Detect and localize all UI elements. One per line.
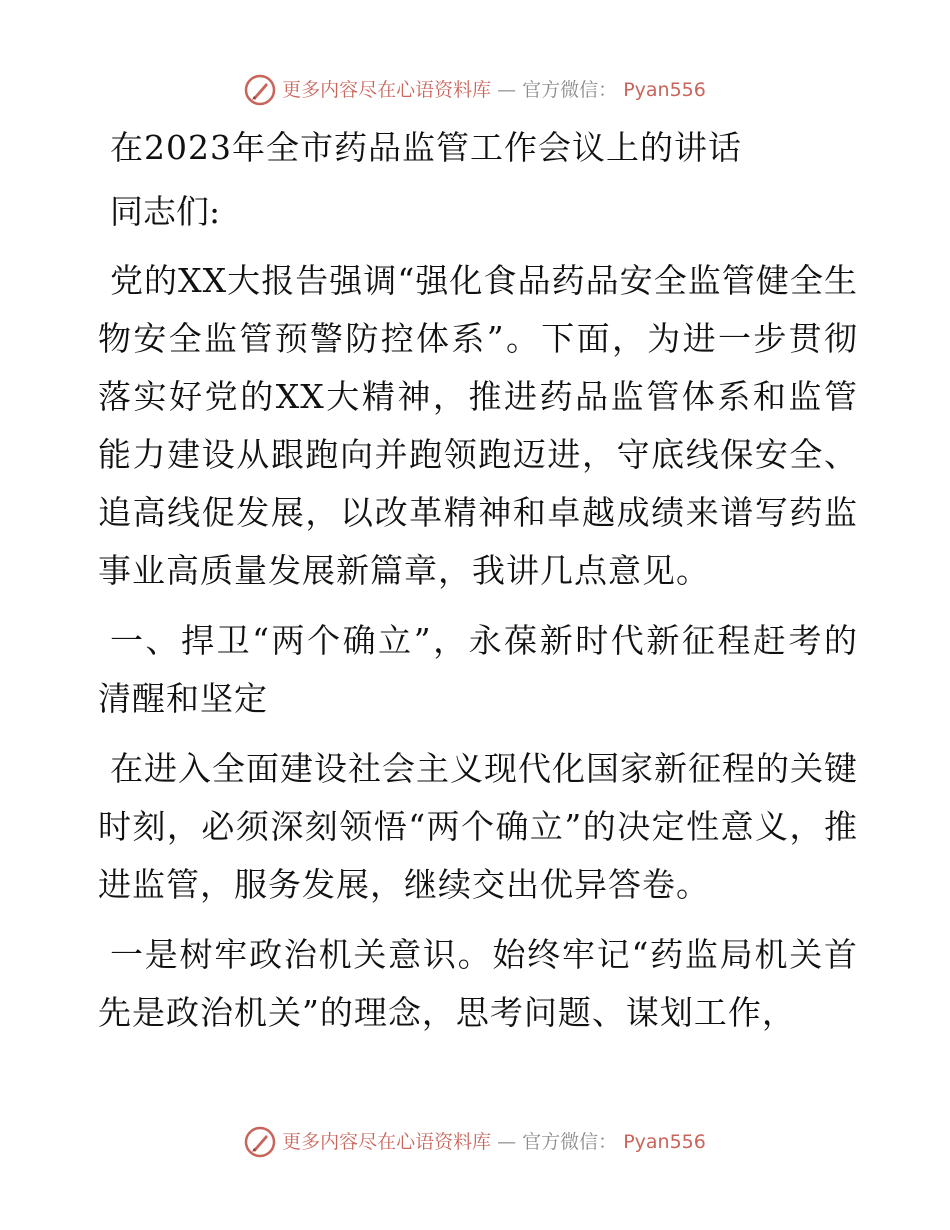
watermark-separator: — [497, 1131, 517, 1153]
watermark-label: 官方微信： [522, 79, 618, 101]
quill-logo-icon [244, 74, 276, 106]
watermark-label: 官方微信： [522, 1131, 618, 1153]
paragraph-intro: 党的XX大报告强调“强化食品药品安全监管健全生物安全监管预警防控体系”。下面，为进一步贯彻落实好党的XX大精神，推进药品监管体系和监管能力建设从跟跑向并跑领跑迈进，守底线保安全、追高线促发展，以改革精神和卓越成绩来谱写药监事业高质量发展新篇章，我讲几点意见。 [98, 261, 858, 590]
watermark-separator: — [497, 79, 517, 101]
section-heading-one: 一、捍卫“两个确立”，永葆新时代新征程赶考的清醒和坚定 [98, 621, 858, 718]
watermark-account: Pyan556 [623, 1131, 706, 1153]
watermark-main-text: 更多内容尽在心语资料库 [282, 1131, 492, 1153]
document-title: 在2023年全市药品监管工作会议上的讲话 [110, 128, 742, 167]
watermark-account: Pyan556 [623, 79, 706, 101]
header-watermark [0, 74, 950, 106]
paragraph-section-one-intro: 在进入全面建设社会主义现代化国家新征程的关键时刻，必须深刻领悟“两个确立”的决定性意义，推进监管，服务发展，继续交出优异答卷。 [98, 749, 858, 904]
salutation: 同志们: [110, 192, 221, 231]
quill-logo-icon [244, 1126, 276, 1158]
footer-watermark [0, 1126, 950, 1158]
paragraph-point-one: 一是树牢政治机关意识。始终牢记“药监局机关首先是政治机关”的理念，思考问题、谋划工作， [98, 935, 858, 1032]
watermark-main-text: 更多内容尽在心语资料库 [282, 79, 492, 101]
document-body [98, 124, 858, 1054]
